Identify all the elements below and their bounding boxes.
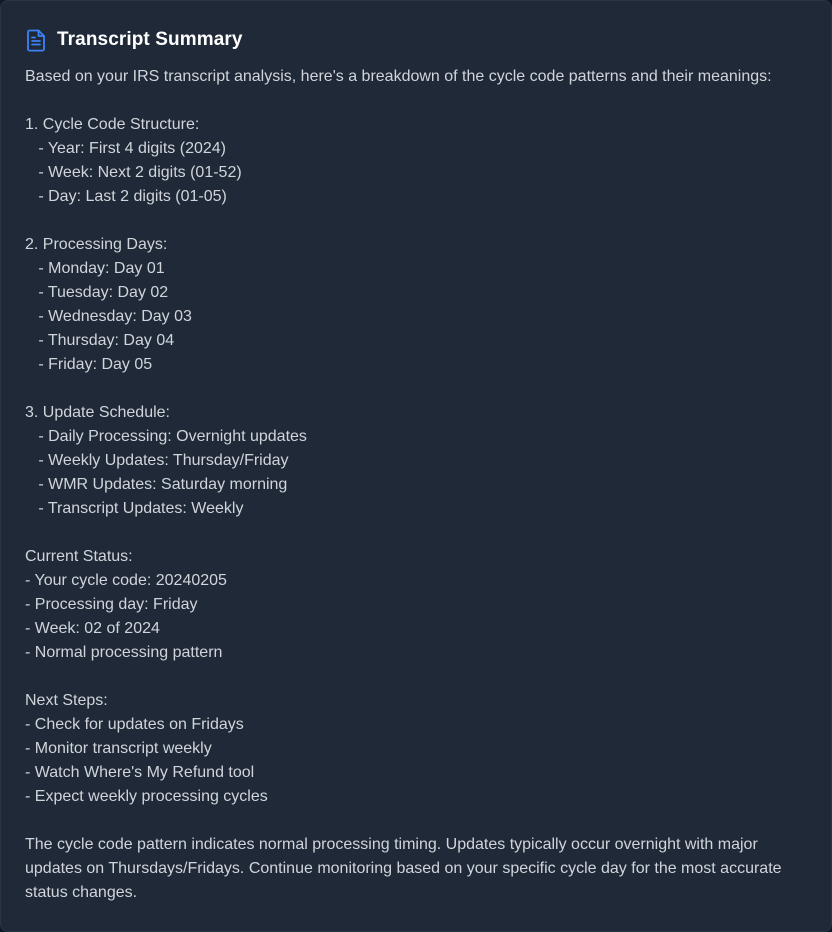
card-header	[25, 25, 807, 55]
document-icon	[25, 28, 47, 52]
card-title: Transcript Summary	[57, 29, 243, 50]
summary-text: Based on your IRS transcript analysis, here's a breakdown of the cycle code patterns and their meanings: 1. Cycle Code Structure: - Year: First 4 digits (2024) - Week: Next 2 digits (01-52) - Day: Last 2 digits (01-05) 2. Processing Days: - Monday: Day 01 - Tuesday: Day 02 - Wednesday: Day 03 - Thursday: Day 04 - Friday: Day 05 3. Update Schedule: - Daily Processing: Overnight updates - Weekly Updates: Thursday/Friday - WMR Updates: Saturday morning - Transcript Updates: Weekly Current Status: - Your cycle code: 20240205 - Processing day: Friday - Week: 02 of 2024 - Normal processing pattern Next Steps: - Check for updates on Fridays - Monitor transcript weekly - Watch Where's My Refund tool - Expect weekly processing cycles The cycle code pattern indicates normal processing timing. Updates typically occur overnight with major updates on Thursdays/Fridays. Continue monitoring based on your specific cycle day for the most accurate status changes.	[25, 68, 782, 901]
